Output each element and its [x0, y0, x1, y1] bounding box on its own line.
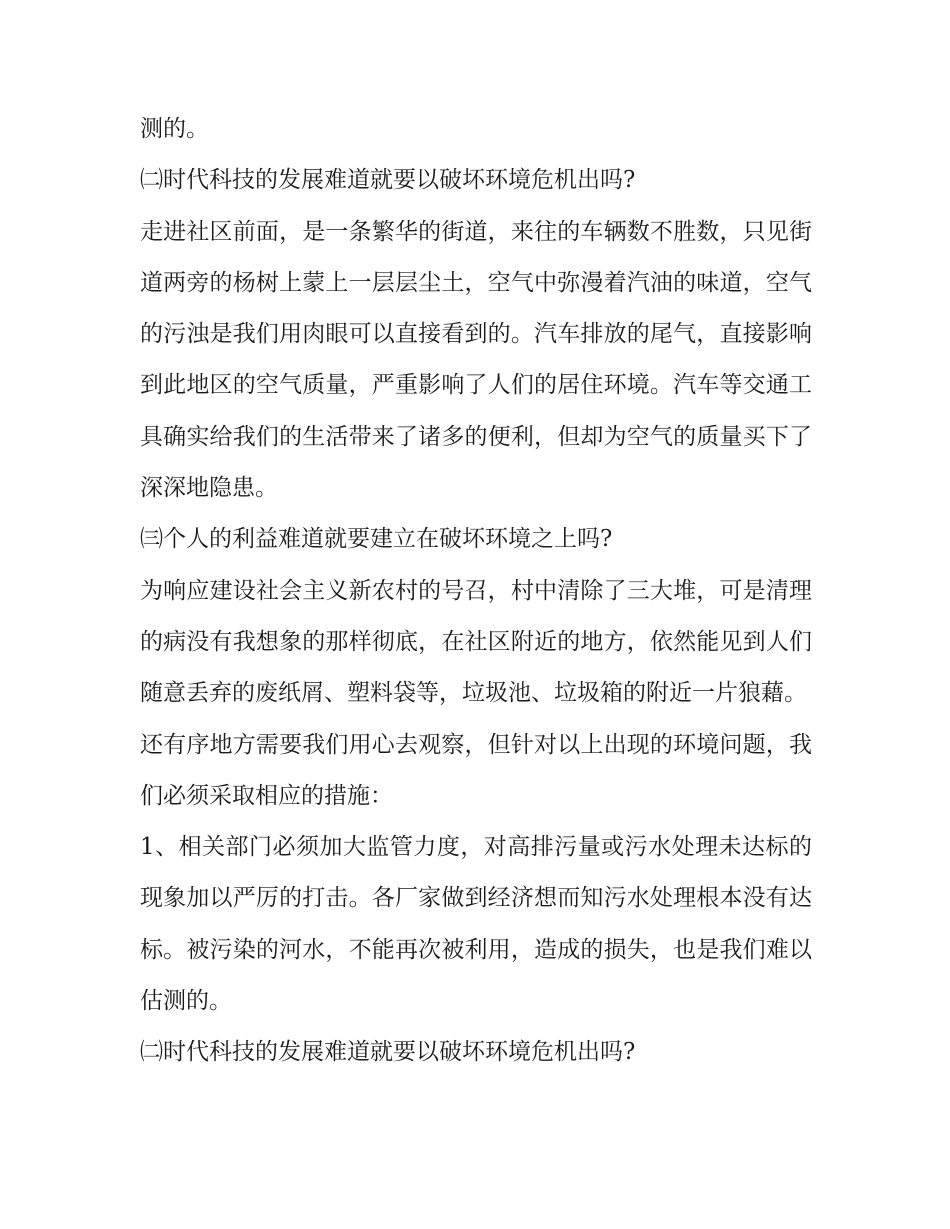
paragraph-continuation: 测的。: [140, 116, 209, 142]
paragraph-village: 为响应建设社会主义新农村的号召，村中清除了三大堆，可是清理的病没有我想象的那样彻底，在社区附近的地方，依然能见到人们随意丢弃的废纸屑、塑料袋等，垃圾池、垃圾箱的附近一片狼藉。: [140, 577, 812, 707]
paragraph-street: 走进社区前面，是一条繁华的街道，来往的车辆数不胜数，只见街道两旁的杨树上蒙上一层层尘土，空气中弥漫着汽油的味道，空气的污浊是我们用肉眼可以直接看到的。汽车排放的尾气，直接影响到此地区的空气质量，严重影响了人们的居住环境。汽车等交通工具确实给我们的生活带来了诸多的便利，但却为空气的质量买下了深深地隐患。: [140, 218, 812, 502]
paragraph-measure-1: 1、相关部门必须加大监管力度，对高排污量或污水处理未达标的现象加以严厉的打击。各厂家做到经济想而知污水处理根本没有达标。被污染的河水，不能再次被利用，造成的损失，也是我们难以估测的。: [140, 834, 812, 1015]
document-body: [140, 104, 812, 1079]
section-heading-2-repeat: ㈡时代科技的发展难道就要以破坏环境危机出吗?: [140, 1039, 636, 1066]
section-heading-2: ㈡时代科技的发展难道就要以破坏环境危机出吗?: [140, 167, 636, 194]
paragraph-measures-intro: 还有序地方需要我们用心去观察，但针对以上出现的环境问题，我们必须采取相应的措施：: [140, 731, 812, 809]
section-heading-3: ㈢个人的利益难道就要建立在破坏环境之上吗?: [140, 526, 613, 553]
